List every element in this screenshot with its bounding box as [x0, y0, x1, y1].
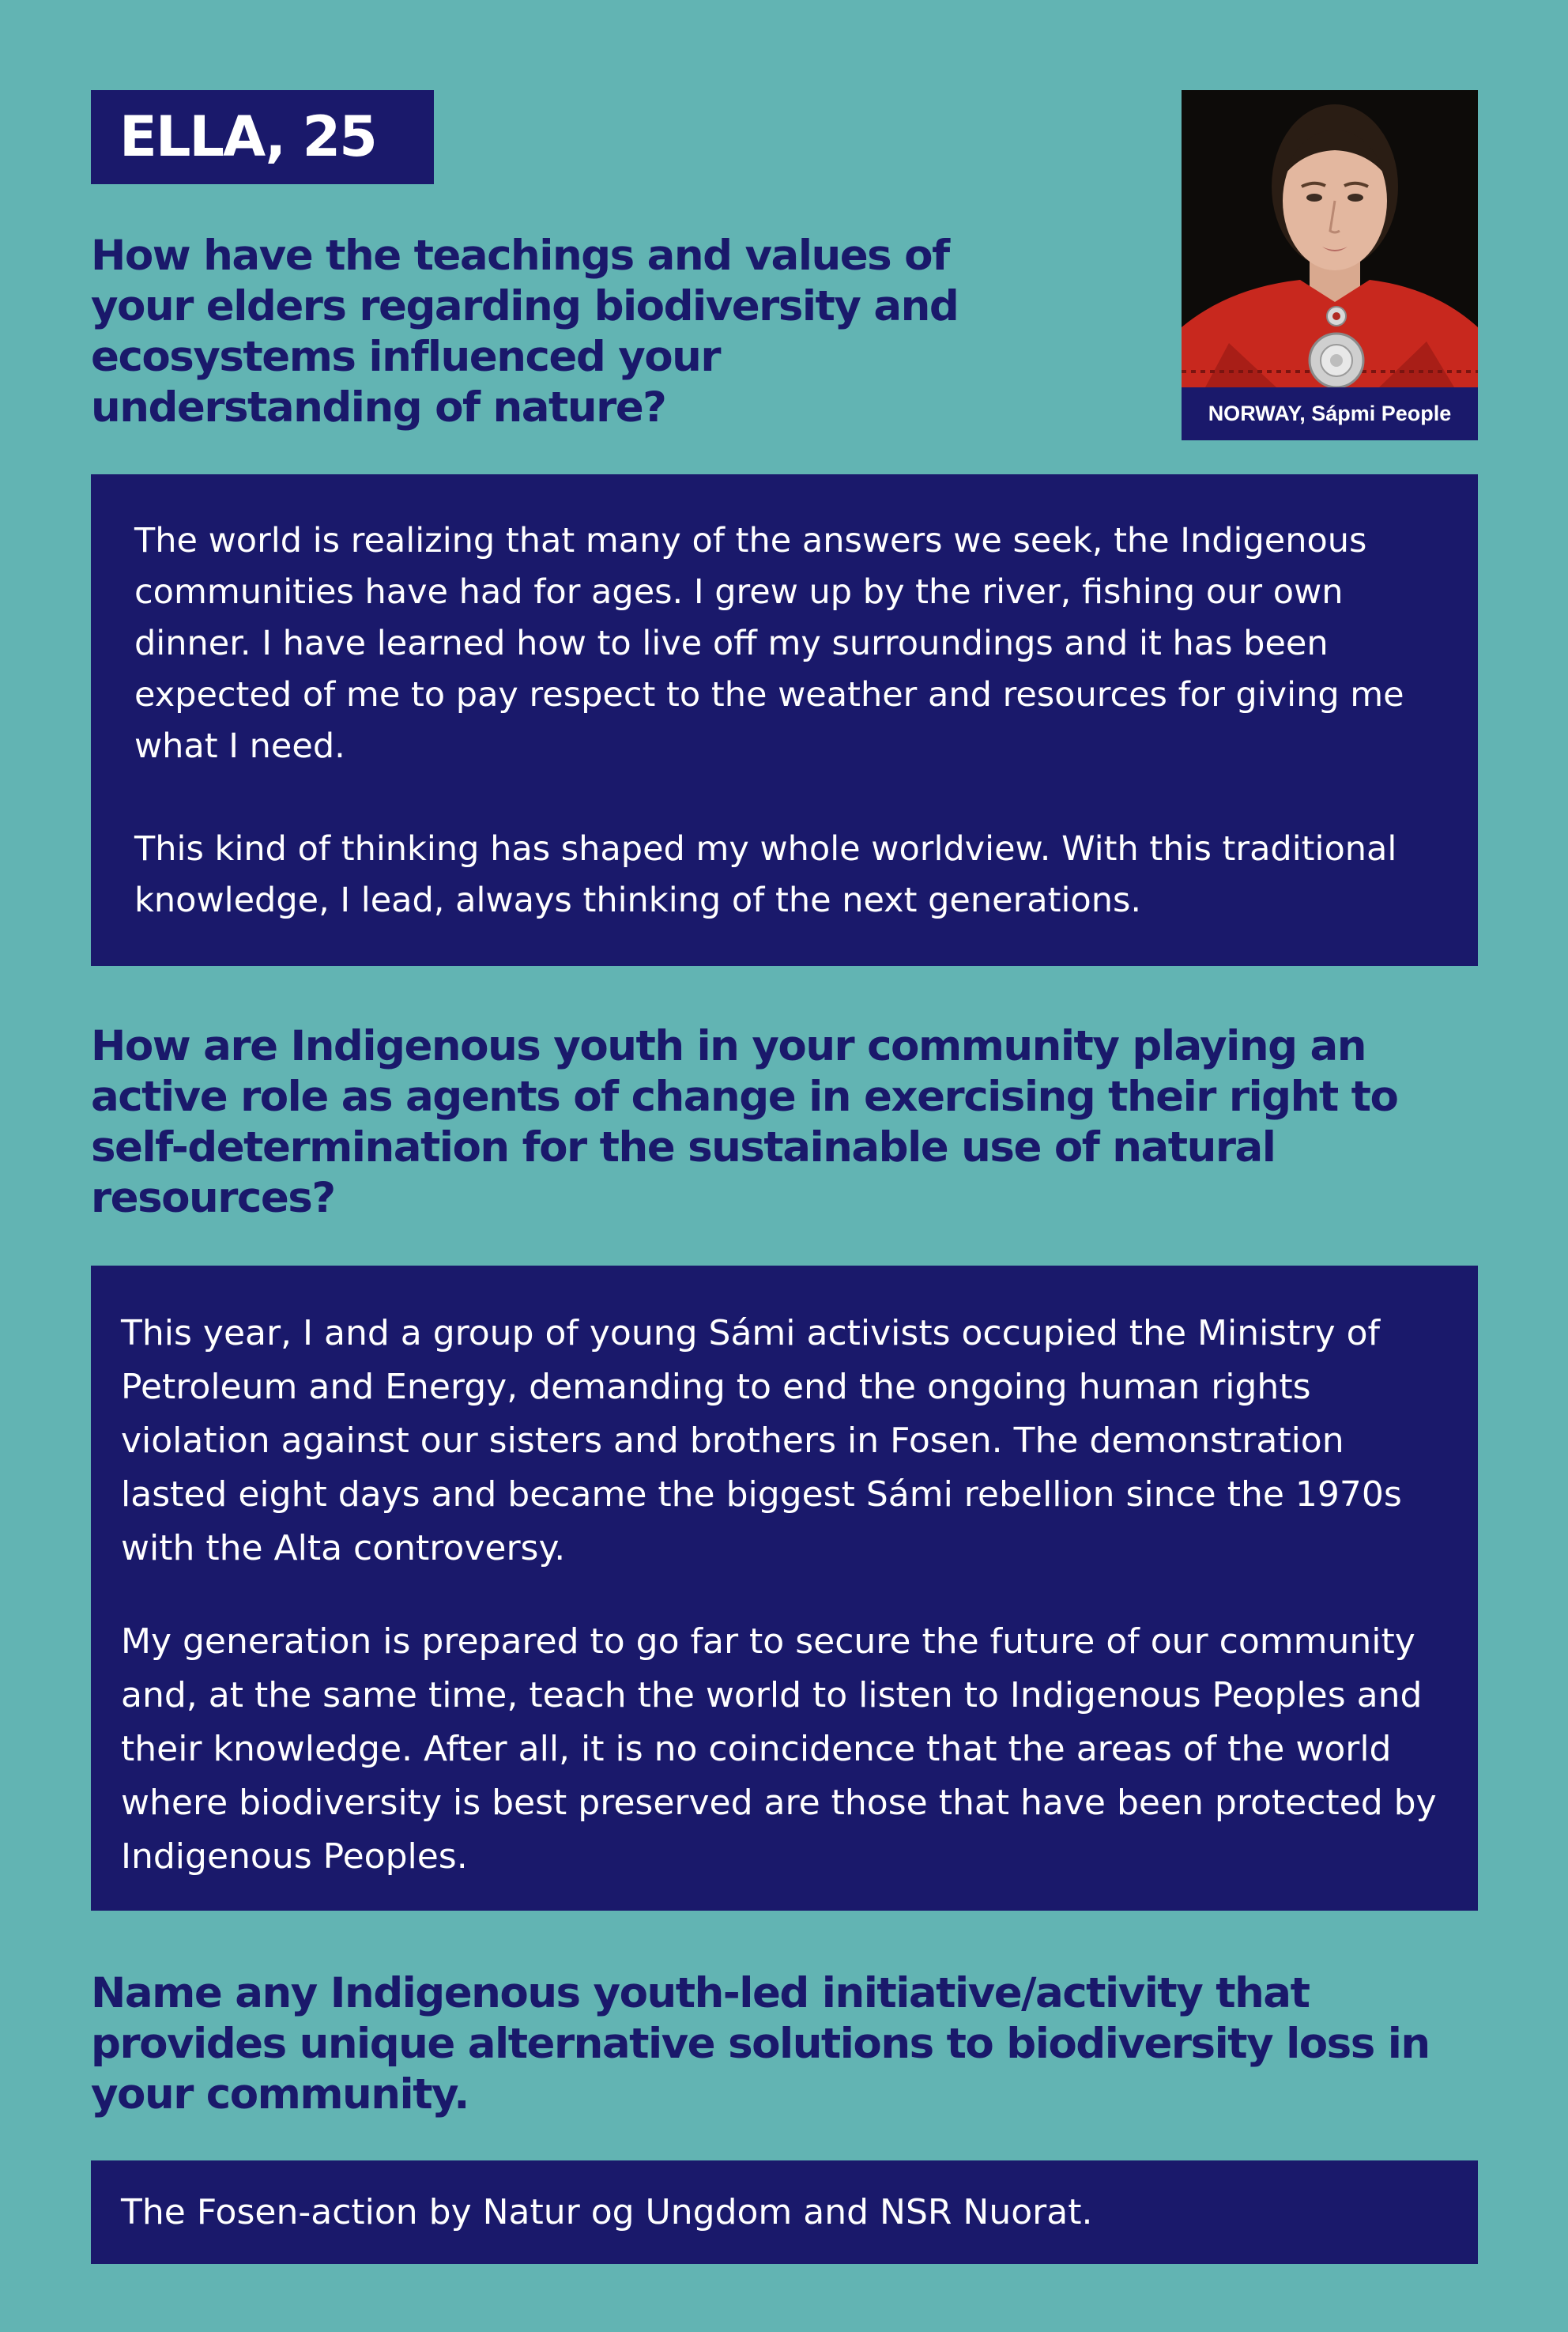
answer-3-paragraph-1: The Fosen-action by Natur og Ungdom and NSR Nuorat. — [121, 2192, 1093, 2232]
portrait-card — [1182, 90, 1478, 440]
answer-1-paragraph-1: The world is realizing that many of the answers we seek, the Indigenous communities have had for ages. I grew up by the river, fishing our own dinner. I have learned how to live off my surroundings and it has been expected of me to pay respect to the weather and resources for giving me what I need. — [134, 521, 1404, 766]
answer-box-2 — [91, 1266, 1478, 1911]
answer-2-paragraph-2: My generation is prepared to go far to secure the future of our community and, at the same time, teach the world to listen to Indigenous Peoples and their knowledge. After all, it is no coincidence that the areas of the world where biodiversity is best preserved are those that have been protected by Indigenous Peoples. — [121, 1621, 1437, 1877]
question-1: How have the teachings and values of your elders regarding biodiversity and ecosystems influenced your understanding of nature? — [91, 232, 959, 432]
portrait-caption: NORWAY, Sápmi People — [1208, 402, 1452, 425]
answer-2-paragraph-1: This year, I and a group of young Sámi activists occupied the Ministry of Petroleum and Energy, demanding to end the ongoing human rights violation against our sisters and brothers in Fosen. The demonstration lasted eight days and became the biggest Sámi rebellion since the 1970s with the Alta controversy. — [121, 1313, 1402, 1568]
name-age-tag: ELLA, 25 — [91, 90, 434, 184]
answer-box-1 — [91, 474, 1478, 966]
portrait-photo — [1182, 90, 1478, 387]
answer-box-3 — [91, 2160, 1478, 2264]
answer-1-paragraph-2: This kind of thinking has shaped my whole worldview. With this traditional knowledge, I lead, always thinking of the next generations. — [134, 829, 1397, 920]
question-2: How are Indigenous youth in your community playing an active role as agents of change in exercising their right to self-determination for the sustainable use of natural resources? — [91, 1022, 1398, 1222]
question-3: Name any Indigenous youth-led initiative/activity that provides unique alternative solutions to biodiversity loss in your community. — [91, 1969, 1430, 2119]
